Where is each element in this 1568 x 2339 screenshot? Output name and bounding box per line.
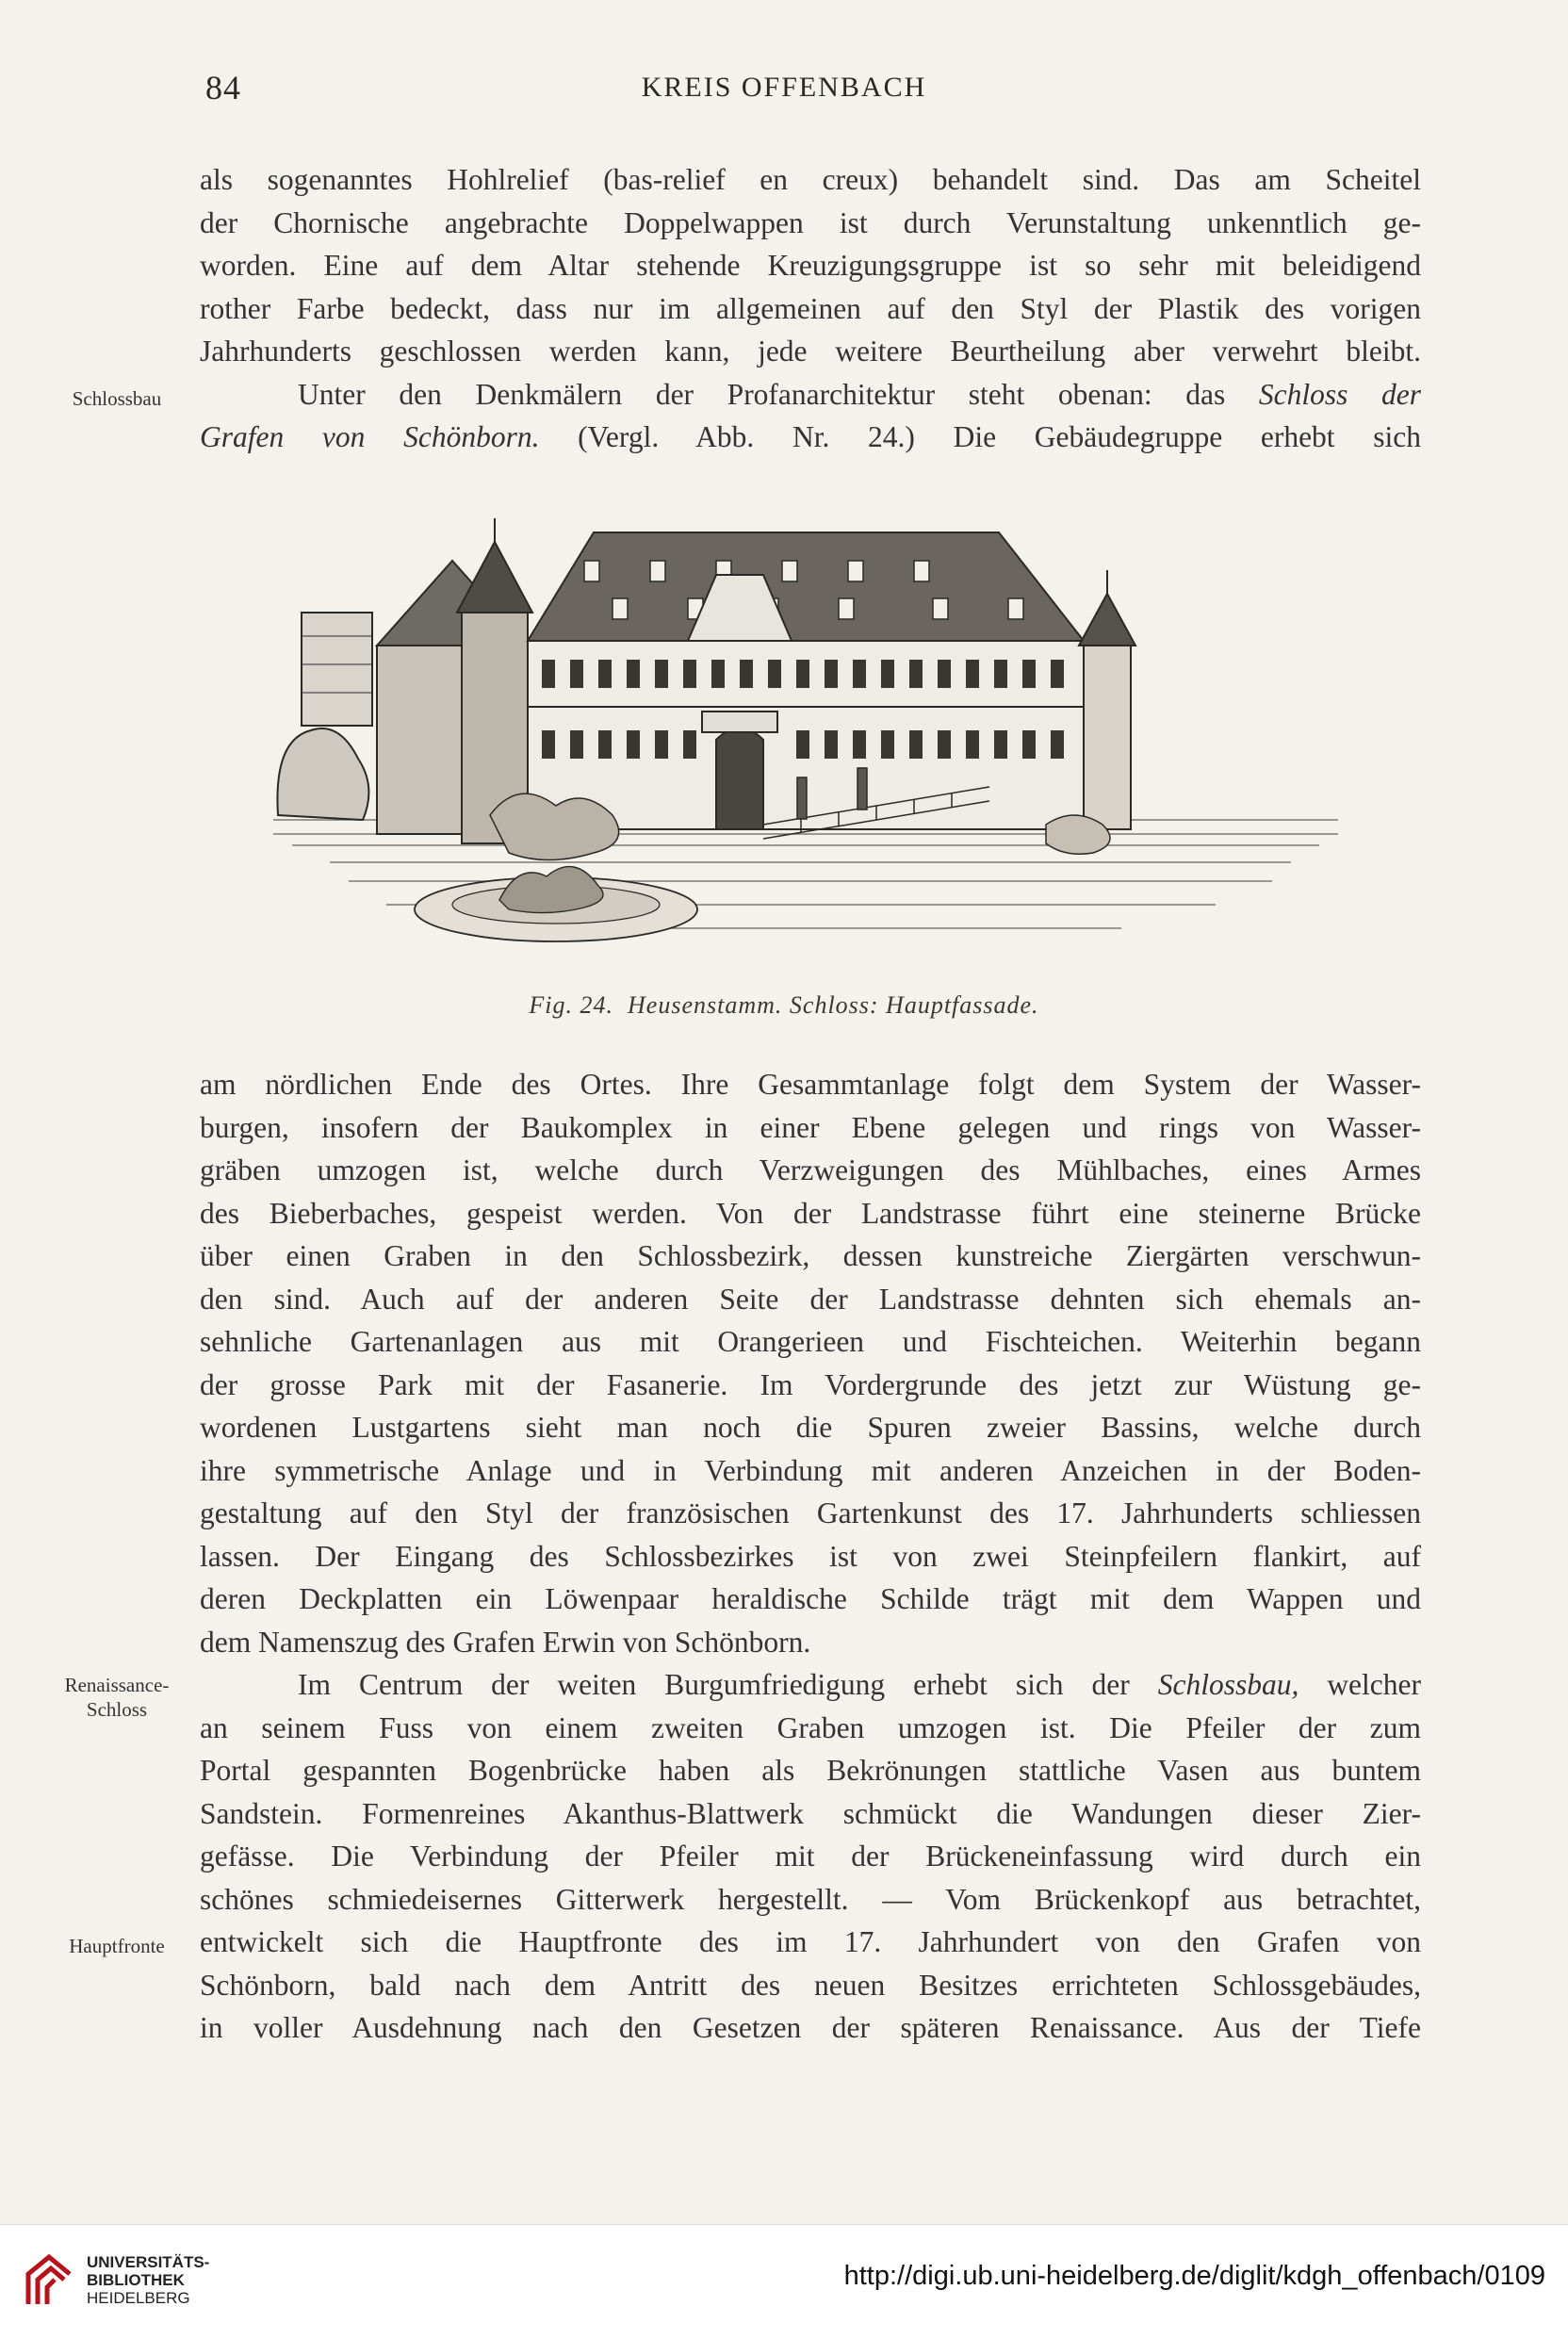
text-line: gefässe. Die Verbindung der Pfeiler mit der Brückeneinfassung wird durch ein [200,1840,1421,1873]
text-line [200,373,1421,417]
text-line: Sandstein. Formenreines Akanthus-Blattwerk schmückt die Wandungen dieser Zier- [200,1796,1421,1830]
text-line: ihre symmetrische Anlage und in Verbindung mit anderen Anzeichen in der Boden- [200,1453,1421,1487]
text-line: an seinem Fuss von einem zweiten Graben umzogen ist. Die Pfeiler der zum [200,1710,1421,1744]
text-line: den sind. Auch auf der anderen Seite der Landstrasse dehnten sich ehemals an- [200,1282,1421,1316]
source-url-link[interactable]: http://digi.ub.uni-heidelberg.de/diglit/kdgh_offenbach/0109 [843,2261,1545,2291]
italic-run: Schlossbau, [1157,1668,1299,1701]
text-line: lassen. Der Eingang des Schlossbezirkes ist von zwei Steinpfeilern flankirt, auf [200,1539,1421,1573]
margin-note-line: Renaissance- [64,1674,170,1696]
text-line: Jahrhunderts geschlossen werden kann, jede weitere Beurtheilung aber verwehrt bleibt. [200,335,1421,368]
text-line: schönes schmiedeisernes Gitterwerk hergestellt. — Vom Brückenkopf aus betrachtet, [200,1882,1421,1916]
text-line: in voller Ausdehnung nach den Gesetzen der späteren Renaissance. Aus der Tiefe [200,2011,1421,2044]
text-line: am nördlichen Ende des Ortes. Ihre Gesammtanlage folgt dem System der Wasser- [200,1068,1421,1101]
viewer-footer [0,2224,1568,2339]
italic-run: Grafen von Schönborn. [200,420,540,453]
margin-note-hauptfronte: Hauptfronte [69,1935,165,1957]
library-name-line: UNIVERSITÄTS- [87,2253,210,2271]
text-line: Portal gespannten Bogenbrücke haben als Bekrönungen stattliche Vasen aus buntem [200,1754,1421,1787]
text-line: gestaltung auf den Styl der französischen Gartenkunst des 17. Jahrhunderts schliessen [200,1497,1421,1529]
text-line: burgen, insofern der Baukomplex in einer Ebene gelegen und rings von Wasser- [200,1110,1421,1144]
italic-run: Schloss der [1258,377,1421,411]
figure-caption [0,991,1568,1020]
figure-title: Heusenstamm. Schloss: Hauptfassade. [628,991,1039,1019]
library-name-line: BIBLIOTHEK [87,2271,185,2289]
text-line: gräben umzogen ist, welche durch Verzweigungen des Mühlbaches, eines Armes [200,1153,1421,1186]
text-line: Schönborn, bald nach dem Antritt des neuen Besitzes errichteten Schlossgebäudes, [200,1968,1421,2002]
margin-note-line: Schloss [86,1698,148,1721]
text-line [200,1663,1421,1707]
text-run: (Vergl. Abb. Nr. 24.) Die Gebäudegruppe erhebt sich [578,420,1421,453]
margin-note-renaissance-schloss [41,1673,192,1722]
running-title: KREIS OFFENBACH [641,72,927,103]
library-name [87,2253,209,2307]
margin-note-schlossbau: Schlossbau [72,387,162,410]
figure-label: Fig. 24. [529,991,614,1019]
text-run: Unter den Denkmälern der Profanarchitektur steht obenan: das [298,377,1226,411]
castle-engraving-figure [273,504,1338,966]
text-line: wordenen Lustgartens sieht man noch die Spuren zweier Bassins, welche durch [200,1411,1421,1444]
page-header [0,68,1568,115]
university-library-logo-icon[interactable] [21,2249,77,2312]
text-line: worden. Eine auf dem Altar stehende Kreuzigungsgruppe ist so sehr mit beleidigend [200,249,1421,282]
library-name-line: HEIDELBERG [87,2289,190,2307]
text-line: der grosse Park mit der Fasanerie. Im Vordergrunde des jetzt zur Wüstung ge- [200,1367,1421,1401]
page-number: 84 [205,69,241,106]
text-line: deren Deckplatten ein Löwenpaar heraldische Schilde trägt mit dem Wappen und [200,1582,1421,1615]
text-line: über einen Graben in den Schlossbezirk, dessen kunstreiche Ziergärten verschwun- [200,1239,1421,1272]
text-line: rother Farbe bedeckt, dass nur im allgemeinen auf den Styl der Plastik des vorigen [200,291,1421,325]
text-line: sehnliche Gartenanlagen aus mit Orangerieen und Fischteichen. Weiterhin begann [200,1325,1421,1358]
text-line: des Bieberbaches, gespeist werden. Von der Landstrasse führt eine steinerne Brücke [200,1196,1421,1230]
text-line: dem Namenszug des Grafen Erwin von Schönborn. [200,1625,811,1659]
text-line: als sogenanntes Hohlrelief (bas-relief en creux) behandelt sind. Das am Scheitel [200,163,1421,196]
text-line: entwickelt sich die Hauptfronte des im 17. Jahrhundert von den Grafen von [200,1925,1421,1958]
paragraph-bottom [200,1663,1421,2050]
text-line: der Chornische angebrachte Doppelwappen ist durch Verunstaltung unkenntlich ge- [200,205,1421,239]
paragraph-top [200,158,1421,459]
text-line [200,416,1421,459]
text-run: Im Centrum der weiten Burgumfriedigung erhebt sich der [298,1668,1130,1701]
text-run: welcher [1327,1668,1421,1701]
paragraph-middle [200,1063,1421,1663]
